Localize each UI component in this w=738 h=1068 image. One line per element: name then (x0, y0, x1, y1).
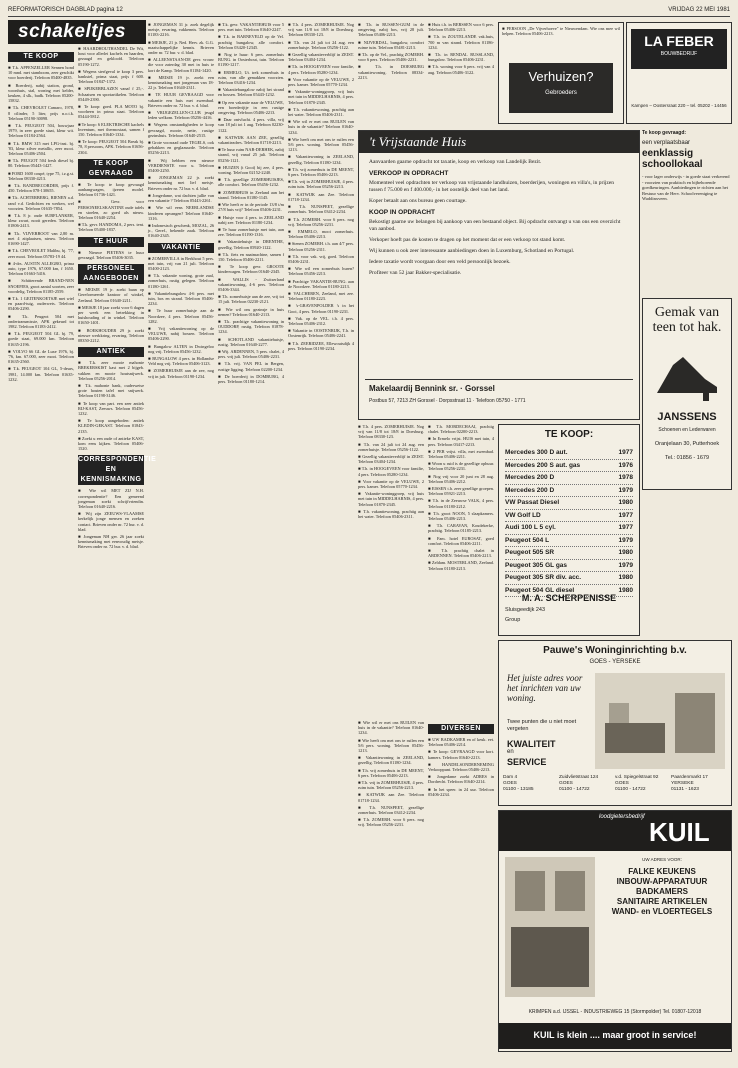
shop-line: 01100 - 13185 (503, 787, 534, 792)
classified-ad: ■ T.h. 4 pers. ZOMERHUISJE. Nog vrij van 11/8 tot 18/8 in Doesburg. Telefoon 08330-123. (288, 22, 354, 38)
shop-line: GOES (503, 781, 517, 786)
category-antiek: ANTIEK (78, 347, 144, 357)
classified-ad: ■ KATWIJK aan Zee. Telefoon 01718-1234. (358, 792, 424, 803)
section-title: schakeltjes (18, 21, 126, 42)
cars-title: TE KOOP: (544, 429, 594, 440)
vrijstaande-heading: KOOP IN OPDRACHT (369, 209, 435, 216)
classified-ad: ■ VALCHEREN, Zeeland, met zee. Telefoon 01180-2223. (288, 290, 354, 302)
classified-ad: ■ ALLEENSTAAN-DE gevr. vrouw die voor zaterdag 30 mei in huis te kort de Kamp. Telefoon 01184-1420. (148, 57, 214, 73)
kuil-small: UW ADRES VOOR: (642, 857, 682, 862)
classified-ad: ■ T.h. vrij zomerhuis in DE MEENT, 6 pers. Telefoon 05406-2213. (288, 166, 354, 178)
car-model: Audi 100 L 5 cyl. (505, 524, 556, 531)
janssens-sub: Schoenen en Lederwaren (658, 427, 716, 433)
classified-ad: ■ Gevr. voor PERSONEELSKANTINE oude tafels en stoelen, zo goed als nieuw. Telefoon 01640-2254. (78, 199, 144, 221)
car-year: 1978 (618, 474, 633, 481)
classified-ad: ■ ERMELO, Ut. trek zomerhuis in ruim, van alle gemakken voorzien. Telefoon 03416-1234. (218, 69, 284, 86)
shop-line: 01100 - 14722 (559, 787, 590, 792)
classified-ad: ■ Vak. op de VEL. t.h. 4 pers. Telefoon 05406-2312. (288, 315, 354, 326)
classified-ad: ■ Vakantie-woninggroep, vrij huis met tuin in MIDDELHARNIS, 4 pers. Telefoon 01870-2345. (358, 491, 424, 507)
classified-ad: ■ Wegens omstandigheden te koop gevraagd, mooie, nette, rustige gezinshuis. Telefoon 01640-2515. (148, 122, 214, 138)
classified-ad: ■ Vakantiehuisje in DRENTHE, gezellig. Telefoon 05920-1122. (218, 239, 284, 250)
classified-ad: ■ Jongeman NH ger. 26 jaar zoekt kennismaking met eenvoudig meisje. Brieven onder nr. 72 bur. v. d. blad. (78, 534, 144, 550)
column-5 (288, 22, 354, 1052)
classified-ad: ■ Huisje voor 4 pers. in ZEELAND nabij zee. Telefoon 01180-1234. (218, 214, 284, 225)
column-6-bottom (358, 424, 424, 714)
classified-ad: ■ Prachtige VAKANTIE-BUNG. aan de Noordzee. Telefoon 01180-2213. (288, 278, 354, 289)
classified-ad: ■ Gezellig vakantieverblijf in ZEIST. Telefoon 03404-1234. (288, 52, 354, 63)
classified-ad: ■ Wie heeft om met ons te ruilen een 5/6 pers. woning. Telefoon 05456-1213. (288, 136, 354, 153)
classified-ad: ■ Te huur zomerhuisje aan de Noordzee, 4 pers. Telefoon 05456-1282. (148, 308, 214, 324)
header-left: REFORMATORISCH DAGBLAD pagina 12 (8, 7, 123, 13)
classified-ad: ■ Wij. ARDENNEN, 5 pers. chalet, 4 pers. vrij juli. Telefoon 05406-2231. (218, 348, 284, 360)
classified-ad: ■ T.h. gezellige ZOMERHUISJES, alle comfort. Telefoon 05456-1232. (218, 177, 284, 188)
shop-line: GOES (559, 781, 573, 786)
classified-ad: ■ Te koop gevr. GROOTE kinderwagen. Telefoon 01640-2345. (218, 264, 284, 275)
car-year: 1979 (618, 486, 633, 494)
classified-ad: ■ T.h. CARAVAN, Koudekerke, prachtig. Telefoon 01185-2213. (428, 523, 494, 534)
classified-ad: ■ Huis t.h. in BERSSEN voor 6 pers. Telefoon 05406-2213. (428, 22, 494, 33)
classified-ad: ■ Te koop: PEUGEOT 504 Break bj. 78, 8 persoons, APK. Telefoon 01656-2304. (78, 139, 144, 155)
kuil-header (499, 811, 731, 851)
classified-ad: ■ Nog te huur: 6 pers. zomerhuis BUNG. in Oosterhout, tuin. Telefoon 01190-1217. (218, 52, 284, 68)
janssens-phone: Tel.: 01856 - 1679 (664, 455, 710, 461)
car-model: Peugeot 305 SR div. acc. (505, 574, 582, 581)
classified-ad: ■ T.k. PEUGEOT 504, bouwjaar 1979, in zeer goede staat, kleur wit. Telefoon 01184-2564. (8, 123, 74, 139)
cars-table (505, 447, 633, 597)
kitchen-image (505, 857, 595, 997)
car-year: 1977 (618, 524, 633, 531)
la-feber-ad (626, 22, 732, 124)
kuil-tag: loodgietersbedrijf (599, 814, 645, 820)
la-feber-logo (631, 29, 727, 69)
classified-ad: ■ TE HUUR GEVRAAGD voor vakantie een huis met zwembad. Brieven onder nr. 72 bur. v. d. blad. (148, 92, 214, 108)
classified-ad: ■ T.h. ZEERIDZEE, Ellewoutsdijk 4 pers. Telefoon 01190-2234. (288, 340, 354, 351)
car-row (505, 547, 633, 560)
car-year: 1980 (618, 499, 633, 506)
shop-address (503, 775, 557, 793)
classified-ad: ■ T.h. woning voor 6 pers. vrij van 4 aug. Telefoon 05406-3122. (428, 64, 494, 75)
classified-ad: ■ EISSEN t.h. zeer gezellige groepen. Telefoon 05921-2213. (428, 486, 494, 497)
shop-address (559, 775, 613, 793)
classified-ad: ■ Te koop: 6 ELEKTRISCHE kachels Inventum, met thermostaat, samen f 150. Telefoon 01640-1334. (78, 121, 144, 138)
ad-text: ■ PERSOON „De Vijverhoeve" te Nieuwendam. Wie ons mee wil helpen. Telefoon 05406-2213. (502, 26, 620, 37)
janssens-address: Oranjelaan 30, Putterhoek (654, 441, 720, 447)
car-year: 1979 (618, 536, 633, 544)
classified-ad: ■ Zoekt u een oude of antieke KAST, kom eens kijken. Telefoon 05406-1520. (78, 435, 144, 452)
classified-ad: ■ Te koop van part. een zeer antiek RIJ-KAST, Zeeuws. Telefoon 05456-1232. (78, 400, 144, 416)
classified-ad: ■ HAARDHOUTHANDEL De Wit, hout voor allerlei kachels en haarden, gezaagd en gekloofd. Telefoon 05190-1272. (78, 46, 144, 67)
column-7-bottom (428, 424, 494, 714)
classified-ad: ■ T.k. ACHTERBERG, RIENEN a.d. rand v.d. Gedichten en werken, wel voorzien. Telefoon 01635-7854. (8, 195, 74, 211)
classified-ad: ■ T.k. PEUGEOT 504 GL bj. 79, goede staat, 69.000 km. Telefoon 01635-2196. (8, 331, 74, 347)
column-1 (8, 48, 74, 1053)
classified-ad: ■ De boerderij in DOMBURG, 4 pers. Telefoon 01180-1214. (218, 373, 284, 384)
pauwe-kw3: SERVICE (507, 757, 547, 767)
vrijstaande-text: Profiteer van 52 jaar Bakker-specialisatie. (369, 270, 462, 276)
kuil-line: BADKAMERS (636, 887, 688, 896)
classified-ad: ■ Te koop: GEVRAAGD voor kort. kamers. Telefoon 01640-2213. (428, 749, 494, 760)
classified-ad: ■ T.h. vrij in ZOMERHUISJE, 4 pers. ruim tuin. Telefoon 05256-2213. (288, 179, 354, 190)
classified-ad: ■ VOLVO 66 GL de Luxe 1976, bj. '76, km. 67.000, zeer mooi. Telefoon 01635-2560. (8, 348, 74, 365)
dealer-name: M. A. SCHERPENISSE (521, 593, 617, 603)
room-image (595, 673, 725, 769)
classified-ad: ■ Daar ontvlucht. 4 pers. villa, vrij van 18 juli tot 1 aug. Telefoon 02230-1122. (218, 117, 284, 133)
classified-ad: ■ SCHOTLAND vakantiehuisje, rustig. Telefoon 01640-2277. (218, 336, 284, 347)
makelaar-address: Postbus 57, 7213 ZH Gorssel · Dorpsstraat 11 · Telefoon 05750 - 1771 (369, 398, 526, 404)
classified-ad: ■ MEISJE 19 jr. zoekt baan op Gereformeerde kantoor of winkel, Zeeland. Telefoon 01640-2211. (78, 287, 144, 303)
kuil-line: FALKE KEUKENS (628, 867, 696, 876)
classified-ad: ■ MEISJE 19 jr. zoekt een kennismaking met jongeman van 18-22 jr. Telefoon 01640-2311. (148, 74, 214, 91)
classified-ad: ■ T.h. van 24 juli tot 24 aug. een zomerhuisje. Telefoon 05256-1122. (288, 39, 354, 50)
category-personeel: PERSONEEL AANGEBODEN (78, 264, 144, 284)
classified-ad: ■ 2 PER vrijst. villa, met zwembad. Telefoon 05406-2211. (428, 448, 494, 460)
classified-ad: ■ Te koop: goed. PLA MOTO bj. voorheen in prima staat. Telefoon 05444-5812. (78, 104, 144, 120)
car-model: Peugeot 505 SR (505, 549, 555, 556)
classified-ad: ■ T.h. in RENDAL RUSSLAND, bungalow. Telefoon 05406-2231. (428, 52, 494, 63)
classified-ad: ■ In het speer. in 24 uur. Telefoon 05406-2234. (428, 786, 494, 797)
classified-ad: ■ T.k. vakantie woning, grote zaal, zomerhuis, rustig gelegen. Telefoon 01180-1261. (148, 273, 214, 289)
classified-ad: ■ JONGEMAN 22 jr. zoekt kennismaking met lief meisje. Brieven onder nr. 72 bur. v. d. blad. (148, 175, 214, 191)
classified-ad: ■ T.k. zeer mooie mahonie BREKERSKIST kast met 2 bijgeb. vakken en mooie houtsnijwerk. Telefoon 05256-2014. (78, 360, 144, 381)
vrijstaande-huis-ad (358, 130, 640, 420)
pauwe-shops (503, 775, 727, 801)
classified-ad: ■ T.k. VIJVERBOOT van 2,80 m. met 4 zitplaatsen, nieuw. Telefoon 01690-1427. (8, 230, 74, 247)
vrijstaande-title: 't Vrijstaande Huis (369, 134, 467, 149)
school-title: eenklassig schoollokaal (642, 148, 703, 170)
shop-line: Dam 4 (503, 775, 518, 780)
column-4 (218, 22, 284, 1052)
classified-ad: ■ BOEKHOUDER 29 jr. zoekt nieuwe werkkring, ervaring. Telefoon 08350-2212. (78, 327, 144, 343)
classified-ad: ■ T.h. op de Vel., prachtig ZOMERH. voor 6 pers. Telefoon 05406-2231. (358, 52, 424, 63)
classified-ad: ■ T.h. vrij zomerhuis in DE MEENT, 6 pers. Telefoon 05406-2213. (358, 767, 424, 778)
classified-ad: ■ T.k. 1 GEITENKOETSJE met wiel en paard-tuig, ouderwets. Telefoon 05406-2290. (8, 295, 74, 312)
car-model: Peugeot 504 L (505, 536, 550, 544)
classified-ad: ■ 's-GRAVENPOLDER 's in het Gooi, 4 pers. Telefoon 01190-2231. (288, 303, 354, 314)
classified-ad: ■ T.k. CHEVROLET Camaro, 1978, 8 cilinder, 5 liter, prijs n.o.t.k. Telefoon 05190-30098. (8, 105, 74, 121)
classified-ad: ■ Wie wil MET ZIJ N.H. correspondentie? Een gemeend jongeman zoekt schrijfvriendin. Telefoon 01640-2216. (78, 488, 144, 509)
classified-ad: ■ BUNGALOW 4 pers. in Hollandse Veld nog vrij. Telefoon 05406-3123. (148, 355, 214, 367)
car-model: Mercedes 200 S aut. gas (505, 461, 581, 469)
classified-ad: ■ UW BADKAMER en of keuk. eet. Telefoon 05406-2214. (428, 737, 494, 748)
classified-ad: ■ Jongedame, wat dachten jullie van een vakantie ? Telefoon 05443-2261. (148, 192, 214, 204)
classified-ad: ■ ZOMERHUIS in Zeeland aan het strand. Telefoon 01180-1145. (218, 189, 284, 200)
shop-line: 01131 - 1623 (671, 787, 699, 792)
classified-ad: ■ Te koop aangeboden: antiek KLEDIN-GEKAST. Telefoon 01843-2135. (78, 418, 144, 434)
shop-line: Paardenmarkt 17 (671, 775, 708, 780)
classified-ad: ■ Te huur ruim NAB-DERHEK, nabij strand, vrij vanaf 25 juli. Telefoon 05256-1121. (218, 147, 284, 163)
classified-ad: ■ HUIZEN (t Gooi) bij zee, 4 pers. woning. Telefoon 02152-2240. (218, 164, 284, 176)
pauwe-title: Pauwe's Woninginrichting b.v. (543, 645, 687, 656)
pauwe-photo (595, 673, 725, 769)
classified-ad: ■ T.h. 4 pers. ZOMERHUISJE. Nog vrij van 11/8 tot 18/8 in Doesburg. Telefoon 08330-123. (358, 424, 424, 440)
classified-ad: ■ T.h. vakantiewoning, prachtig aan het water. Telefoon 05406-2311. (288, 106, 354, 118)
car-model: Peugeot 504 GL diesel (505, 586, 575, 594)
classified-ad: ■ T.h. NUNSPEET, gezellige zomerhuis. Telefoon 03412-2234. (358, 804, 424, 816)
classified-ad: ■ Op een vakantie naar de VELUWE, een boerderijtje in een rustige omgeving. Telefoon 05406-2213. (218, 99, 284, 116)
car-row (505, 485, 633, 498)
classified-ad: ■ T.k. in BARNEVELD op de Vel. prachtig bungalow, alle comfort. Telefoon 03420-12345. (218, 34, 284, 50)
pauwe-kw1: KWALITEIT (507, 739, 556, 749)
classified-ad: ■ Vrij vakantiewoning op de VELUWE, nabij bossen. Telefoon 05406-2290. (148, 325, 214, 342)
car-year: 1980 (618, 549, 633, 556)
makelaar-footer (365, 379, 633, 414)
column-diversen (428, 720, 494, 1050)
classified-ad: ■ T.k. mahonie bank, ouderwetse grote houten tafel met snijwerk. Telefoon 01198-3146. (78, 382, 144, 399)
vrijstaande-text: Verkoper hoeft pas de kosten te dragen op het moment dat er een verkoop tot stand komt. (369, 237, 566, 243)
pauwe-kw2: en (507, 749, 514, 755)
classified-ad: ■ T.h. in HOOGEVEEN voor familie, 4 pers. Telefoon 05280-1234. (288, 64, 354, 75)
shop-line: Zuidvlietstraat 124 (559, 775, 599, 780)
vrijstaande-intro: Aanvaarden gaarne opdracht tot taxatie, koop en verkoop van Landelijk Bezit. (369, 159, 542, 165)
classified-ad: ■ T.h. MORDECHAAI, prachtig chalet. Telefoon 02200-2213. (428, 424, 494, 435)
classified-ad: ■ T.h. vakantiewoning, prachtig aan het water. Telefoon 05406-2311. (358, 508, 424, 520)
shop-address (615, 775, 669, 793)
vrijstaande-text: Wij kunnen u ook zeer interessante aanbiedingen doen in Luxemburg, Schotland en Portugal. (369, 248, 575, 254)
verhuizen-panel (509, 63, 613, 113)
janssens-ad (642, 298, 732, 490)
pauwe-slogan: Het juiste adres voor het inrichten van uw woning. (507, 673, 583, 703)
car-row (505, 510, 633, 523)
category-diversen: DIVERSEN (428, 724, 494, 734)
classified-ad: ■ T.h. in de Zeeuwse VALK, 4 pers. Telefoon 01180-2212. (428, 498, 494, 509)
school-text: - voor lager onderwijs - in goede staat verkerend - voorzien van praktisch en bijbehorende goedkeuringen. Aanbiedingen te richten aan het Bestuur van de Herv. Schoolvereniging te Waddinxveen. (642, 174, 730, 201)
classified-ad: ■ T.k. 8 jr. oude SUBFLANKER, kleur zwart, nooit gereden. Telefoon 01806-2413. (8, 213, 74, 229)
schoollokaal-ad (642, 130, 730, 290)
shop-line: GOES (615, 781, 629, 786)
category-vakantie: VAKANTIE (148, 243, 214, 253)
classified-ad: ■ T.h. groot NOON, 5 slaapkamers. Telefoon 05406-2213. (428, 510, 494, 522)
classified-ad: ■ Vakantie-woninggroep, vrij huis met tuin in MIDDELHARNIS, 4 pers. Telefoon 01870-2345. (288, 89, 354, 105)
janssens-name: JANSSENS (657, 411, 717, 423)
shop-line: 01100 - 14722 (615, 787, 646, 792)
classified-ad: ■ Wie heeft om met ons te ruilen een 5/6 pers. woning. Telefoon 05456-1213. (358, 737, 424, 754)
classified-ad: ■ Zeldam. MOSTERLAND, Zeeland. Telefoon 01180-2213. (428, 560, 494, 571)
classified-ad: ■ Te koop: te koop gevraagd aanhangwagen, ijzeren model. Telefoon 01736-1421. (78, 181, 144, 198)
car-row (505, 472, 633, 485)
classified-ad: ■ KATWIJK AAN ZEE, gezellig vakantieadres. Telefoon 01718-2213. (218, 134, 284, 146)
classified-ad: ■ T.h. vrij. VAN PEL in Bergen, rustige ligging. Telefoon 02200-1234. (218, 361, 284, 372)
classified-ad: ■ T.k. gevr. HANDOMA, 2 pers. tent. Telefoon 05400-1837. (78, 222, 144, 233)
car-year: 1980 (618, 586, 633, 594)
classified-ad: ■ Te huur zomerhuisje met tuin, aan zee. Telefoon 01190-1316. (218, 226, 284, 238)
car-year: 1977 (618, 511, 633, 519)
classified-ad: ■ T.h. zomerhuisje aan de zee, vrij tot 15 juli. Telefoon 02230-2121. (218, 294, 284, 305)
classified-ad: ■ Boerderij, nabij station, grond, woonhuis, stal, woning met kelder, keuken, 4 slk., badk. Telefoon 05200-15832. (8, 82, 74, 104)
classified-ad: ■ T.h. ZOMERH. voor 6 pers. nog vrij. Telefoon 05256-2231. (358, 817, 424, 828)
classified-ad: ■ Wie heeft er in de periode 13/8 t/m 27/8 huis vrij? Telefoon 05406-2231. (218, 202, 284, 213)
classified-ad: ■ T.k. CHEVROLET Malibu, bj. '77, zeer mooi. Telefoon 05783-19 44. (8, 248, 74, 259)
shop-address (671, 775, 725, 793)
column-6-lower (358, 720, 424, 1050)
car-model: Mercedes 200 D (505, 486, 555, 494)
classified-ad: ■ ZOMERHUISJE aan de zee, nog vrij in juli. Telefoon 01190-1234. (148, 368, 214, 379)
classified-ad: ■ MEISJE, 21 jr. Ned. Herv. zk. G.G. maatschappelijke kennis. Brieven onder nr. 72 bur. v. d. blad. (148, 39, 214, 56)
kuil-line: INBOUW-APPARATUUR (616, 877, 708, 886)
classified-ad: ■ Vakantie in OOSTENRIJK, T.h. in Oostenrijk. Telefoon 05406-2241. (288, 328, 354, 339)
category-te-koop-gevraagd: TE KOOP GEVRAAGD (78, 159, 144, 179)
classified-ad: ■ T.h. in DOESBURG vakantiewoning. Telefoon 08334-2213. (358, 64, 424, 80)
classified-ad: ■ T.h. vrij in ZOMERHUISJE, 4 pers. ruim tuin. Telefoon 05256-2213. (358, 780, 424, 791)
classified-ad: ■ NIJVERDAL, bungalow, comfort ruime tuin. Telefoon 05481-2213. (358, 39, 424, 50)
classified-ad: ■ EMMELO, mooi zomerhuis. Telefoon 05406-2213. (288, 228, 354, 240)
classified-ad: ■ In Ermelo vrijst. HUIS met tuin, 4 pers. Telefoon 03417-2213. (428, 436, 494, 447)
vrijstaande-header (359, 131, 639, 153)
classified-ad: ■ Indonesisch geschenk, MOZAL, 26 jr., Geref., bekende zaak. Telefoon 01640-2345. (148, 222, 214, 239)
car-row (505, 460, 633, 473)
classified-ad: ■ T.k. PEUGOT 504 fresh diesel bj. 80. Telefoon 05443-1427. (8, 158, 74, 169)
classified-ad: ■ Wie wil een zomerhuis huren? Telefoon 05456-2213. (288, 266, 354, 277)
kuil-line: WAND- en VLOERTEGELS (611, 907, 713, 916)
category-te-koop: TE KOOP (8, 52, 74, 62)
classified-ad: ■ Vakantiebungalow 4-6 pers. met tuin, bos en strand. Telefoon 05406-2234. (148, 290, 214, 307)
classified-ad: ■ T.k. prachtige vakantiewoning in OUDDORP, rustig. Telefoon 01878-1234. (218, 318, 284, 335)
classified-ad: ■ Stenen ZOMERH. t.h. aan 4/7 pers. Telefoon 05256-2311. (288, 241, 354, 252)
classified-ad: ■ Wij hebben een nieuwe VERDIENSTE voor u. Telefoon 05400-2250. (148, 157, 214, 174)
classified-ad: ■ Wie wil ons gezinsje in huis nemen? Telefoon 01640-2113. (218, 306, 284, 317)
school-line1: Te koop gevraagd: (642, 130, 687, 136)
classified-ad: ■ VRIJGEZELLEN-CLUB jeugd leden welkom. Telefoon 05256-4416. (148, 110, 214, 121)
vrijstaande-text: Koper betaalt aan ons bureau geen courtage. (369, 198, 467, 204)
dealer-address: Sluisgeedijk 243 (505, 607, 546, 613)
la-feber-address: Kampen – Oostersraat 220 – tel. 05202 - 14456 (631, 103, 727, 108)
classified-ad: ■ Voor vakantie op de VELUWE, 2 pers. kamer. Telefoon 05770-1234. (288, 76, 354, 88)
page-header (8, 6, 730, 17)
classified-ad: ■ JONGEMAN 31 jr. zoek degelijk meisje, ervaring, vakkennis. Telefoon 01183-2216. (148, 22, 214, 38)
category-correspondentie: CORRESPONDENTIE EN KENNISMAKING (78, 456, 157, 484)
kuil-footer (499, 1023, 731, 1049)
classified-ad: ■ Vakantiebungalow nabij het strand en bossen. Telefoon 05443-1232. (218, 87, 284, 98)
kuil-name: KUIL (649, 817, 710, 847)
car-model: Mercedes 300 D aut. (505, 449, 568, 456)
classified-ad: ■ T.h. voor vak. vrij, goed. Telefoon 05406-2231. (288, 253, 354, 264)
classified-ad: ■ Woon u ruid is de gezellige ophuur. Telefoon 05256-2231. (428, 461, 494, 472)
classified-ad: ■ T.h. in RUSSEN-GUM in de omgeving, nabij bos, vrij 28 juli. Telefoon 05406-2213. (358, 22, 424, 38)
cars-ad (498, 424, 640, 636)
classified-ad: ■ KATWIJK aan Zee. Telefoon 01718-1234. (288, 191, 354, 202)
kuil-ad (498, 810, 732, 1052)
classified-ad: ■ Wegens sterfgeval te koop 3 pers. bankstel, prima staat, prijs f 600. Telefoon 01847-1372. (78, 68, 144, 85)
column-3 (148, 22, 214, 1052)
classified-ad: ■ T.h. van 24 juli tot 24 aug. een zomerhuisje. Telefoon 05256-1122. (358, 441, 424, 452)
classified-ad: ■ T.h. ZOMERH. voor 6 pers. nog vrij. Telefoon 05256-2231. (288, 216, 354, 227)
la-feber-name: LA FEBER (644, 33, 714, 49)
car-row (505, 535, 633, 548)
shoe-icon (653, 343, 721, 403)
car-model: Peugeot 305 GL gas (505, 561, 568, 569)
car-model: VW Passat Diesel (505, 499, 560, 506)
car-row (505, 560, 633, 573)
classified-ad: ■ 4-drs. AUSTIN ALLEGRO, prima auto, type 1976, 67.000 km, f 1650. Telefoon 01663-5416. (8, 260, 74, 277)
verhuizen-ad (498, 22, 624, 124)
kuil-address: KRIMPEN a.d. IJSSEL - INDUSTRIEWEG 15 (Stormpolder) Tel. 01807-12018 (528, 1009, 702, 1015)
classified-ad: ■ FORD 1600 coupé, type 75, i.z.g.st. Telefoon 08330-4213. (8, 170, 74, 181)
classified-ad: ■ T.k. Peugeot 504 met ondertransmissie, APK gekeurd tot 1982. Telefoon 01183-2412. (8, 313, 74, 329)
car-year: 1976 (618, 461, 633, 469)
classified-ad: ■ T.h. in ZOUTELANDE vak.huis, 700 m van strand. Telefoon 01186-1234. (428, 34, 494, 50)
category-te-huur: TE HUUR (78, 237, 144, 247)
vrijstaande-text: Iedere taxatie wordt voorgaan door een veld persoonlijk bezoek. (369, 259, 511, 265)
classified-ad: ■ T.k. fiets en naaimachine, samen f 150. Telefoon 05406-2211. (218, 251, 284, 262)
classified-ad: ■ Grote voorraad oude TEGELS, ook gebakken en geglazuurde. Telefoon 05256-2213. (148, 140, 214, 156)
classified-ad: ■ Gezellig vakantieverblijf in ZEIST. Telefoon 03404-1234. (358, 454, 424, 465)
classified-ad: ■ T.k. BANDRECORDER, prijs f. 450. Telefoon 078-130655. (8, 183, 74, 194)
classified-ad: ■ Wij zijn ZEEUWS-VLAAMSE kerkelijk jonge mensen en zoeken contact. Brieven onder nr. 72 bur. v. d. blad. (78, 511, 144, 532)
kuil-line: SANITAIRE ARTIKELEN (616, 897, 708, 906)
car-model: Mercedes 200 D (505, 474, 555, 481)
car-row (505, 572, 633, 585)
dealer-place: Group (505, 617, 521, 623)
classified-ad: ■ SPIJKERBLAZEN vanaf f 25,-. Schaatsen en sportartikelen. Telefoon 05449-2390. (78, 86, 144, 102)
makelaar-name: Makelaardij Bennink sr. · Gorssel (369, 384, 495, 393)
classified-ad: ■ Vakantiewoning in ZEELAND, gezellig. Telefoon 01180-1234. (358, 755, 424, 766)
la-feber-tag: BOUWBEDRIJF (660, 51, 698, 57)
pauwe-slogan2: Twee punten die u niet moet vergeten (507, 719, 577, 732)
classified-ad: ■ Wie wil er met ons RUILEN van huis in de vakantie? Telefoon 01640-1234. (288, 119, 354, 135)
header-right: VRIJDAG 22 MEI 1981 (668, 7, 730, 13)
classified-ad: ■ Nieuwe PIETENS te huur gevraagd. Telefoon 05406-3035. (78, 249, 144, 260)
car-year: 1977 (618, 449, 633, 456)
classified-ad: ■ Jongedame zoekt ADRES in Dordrecht. Telefoon 01640-2214. (428, 774, 494, 785)
vrijstaande-text: Bekostigt gaarne uw belangen bij aankoop van een bestaand object. Bij opdracht ontvangt u van ons een overzicht van aanbod. (369, 219, 621, 232)
shop-line: v.d. Spiegelstraat 92 (615, 775, 659, 780)
car-year: 1979 (618, 561, 633, 569)
classified-ad: ■ T.k. gevr. VAKANTIEHUIS voor 5 pers. met tuin. Telefoon 01640-2247. (218, 22, 284, 33)
verhuizen-title: Verhuizen? (528, 69, 594, 84)
classified-ad: ■ T.h. in HOOGEVEEN voor familie, 4 pers. Telefoon 05280-1234. (358, 466, 424, 477)
classified-ad: ■ Vakantiewoning in ZEELAND, gezellig. Telefoon 01180-1234. (288, 154, 354, 165)
janssens-title: Gemak van teen tot hak. (652, 305, 722, 335)
classified-ad: ■ MEISJE 18 jaar zoekt voor 6 dagen per week een betrekking in huishouding of in winkel. Telefoon 01650-1401. (78, 304, 144, 326)
car-row (505, 447, 633, 460)
classified-ad: ■ ZOMERVILLA in Berkhout 5 pers. met tuin, vrij van 21 juli. Telefoon 05400-2123. (148, 255, 214, 271)
classified-ad: ■ WALLIS - Zwitserland vakantiewoning, 4-6 pers. Telefoon 05406-3344. (218, 276, 284, 292)
vrijstaande-text: Momenteel veel opdrachten ter verkoop van vrijstaande landhuizen, boerderijen, woningen en villa's, in prijzen tussen f 75.000 en f 400.000,- in het oostelijk deel van het land. (369, 180, 615, 193)
vrijstaande-body (369, 159, 629, 281)
classified-ad: ■ HANDELSONDERNEMING Verkooppunt. Telefoon 05406-2213. (428, 761, 494, 773)
car-year: 1980 (618, 574, 633, 581)
car-row (505, 522, 633, 535)
pauwe-ad (498, 640, 732, 806)
column-2 (78, 22, 157, 1052)
classified-ad: ■ Fam. hotel EUROSAT, goed comfort. Telefoon 05406-2211. (428, 535, 494, 546)
kuil-services (599, 867, 725, 917)
classified-ad: ■ T.h. prachtig chalet in ARDENNEN. Telefoon 05406-2213. (428, 548, 494, 559)
classified-ad: ■ T.k. APPENZELLER Sennen hond 10 mnd. met stamboom, zeer geschikt voor boerderij. Telefoon 05400-4835. (8, 65, 74, 81)
verhuizen-company: Gebroeders (545, 90, 577, 96)
classified-ad: ■ T.k. BMW 315 met LPG-inst. bj. '83, kleur zilver metallic, zeer mooi. Telefoon 05406-2504. (8, 140, 74, 157)
car-model: VW Golf LD (505, 511, 541, 519)
classified-ad: ■ Bungalow ALTEN in Dwingeloo nog vrij. Telefoon 05456-1232. (148, 343, 214, 354)
pauwe-subtitle: GOES - YERSEKE (589, 659, 641, 665)
car-row (505, 497, 633, 510)
classified-ad: ■ Nog vrij voor 20 juni en 28 aug. Telefoon 05406-2212. (428, 473, 494, 484)
classified-ad: ■ Wie wil eens NEERLANDSE kinderen opvangen? Telefoon 01640-1316. (148, 205, 214, 221)
vrijstaande-heading: VERKOOP IN OPDRACHT (369, 170, 449, 177)
school-line2: een verplaatsbaar (642, 140, 691, 146)
classified-ad: ■ Wie wil er met ons RUILEN van huis in de vakantie? Telefoon 01640-1234. (358, 720, 424, 736)
classified-ad: ■ Voor vakantie op de VELUWE, 2 pers. kamer. Telefoon 05770-1234. (358, 478, 424, 490)
kuil-slogan: KUIL is klein .... maar groot in service! (533, 1030, 697, 1040)
classified-ad: ■ Schitterende BRAND-NEN SNOEPJES, groot aantal soorten, zeer voordelig. Telefoon 01185-2559. (8, 278, 74, 294)
classified-ad: ■ T.h. NUNSPEET, gezellige zomerhuis. Telefoon 03412-2234. (288, 204, 354, 215)
shop-line: YERSEKE (671, 781, 694, 786)
classified-ad: ■ T.k. PEUGEOT 104 GL, 5-deurs, 1981, 14.000 km. Telefoon 01635-1232. (8, 366, 74, 382)
